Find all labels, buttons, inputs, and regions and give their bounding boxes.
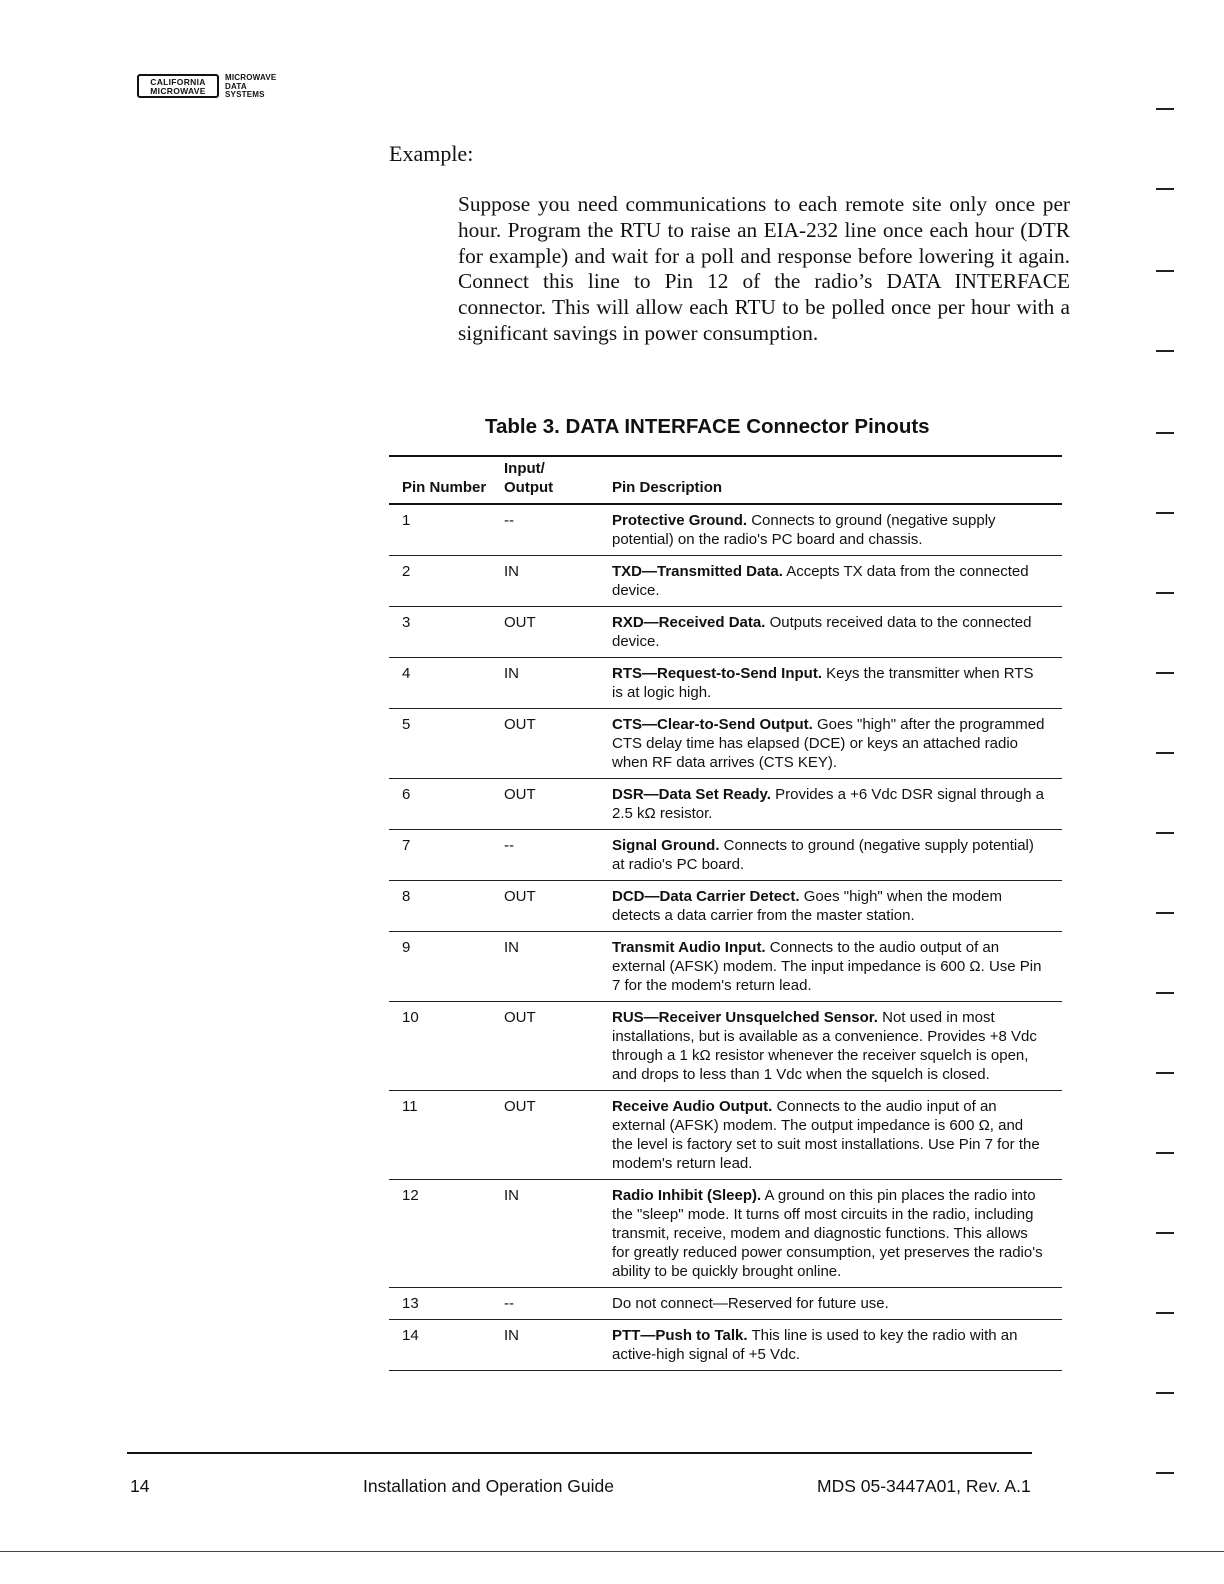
- input-output-cell: OUT: [494, 709, 590, 779]
- pin-description-text: Connects to ground (negative supply potential) on the radio's PC board and chassis.: [612, 512, 996, 548]
- pin-number-cell: 8: [389, 881, 494, 932]
- table-row: [389, 1002, 1062, 1091]
- margin-mark: [1156, 1152, 1174, 1154]
- pin-description-cell: [590, 932, 1062, 1002]
- margin-mark: [1156, 832, 1174, 834]
- margin-mark: [1156, 270, 1174, 272]
- input-output-cell: --: [494, 830, 590, 881]
- table-row: [389, 1091, 1062, 1180]
- pin-description-title: PTT—Push to Talk.: [612, 1327, 748, 1344]
- pin-description-title: Receive Audio Output.: [612, 1098, 773, 1115]
- margin-mark: [1156, 512, 1174, 514]
- footer-rule: [127, 1452, 1032, 1454]
- pin-number-cell: 1: [389, 504, 494, 556]
- pin-number-cell: 4: [389, 658, 494, 709]
- margin-mark: [1156, 672, 1174, 674]
- pin-description-cell: [590, 779, 1062, 830]
- pin-description-cell: [590, 607, 1062, 658]
- pin-description-title: RXD—Received Data.: [612, 614, 766, 631]
- document-number: MDS 05-3447A01, Rev. A.1: [817, 1476, 1031, 1496]
- margin-mark: [1156, 592, 1174, 594]
- pin-description-text: A ground on this pin places the radio into the "sleep" mode. It turns off most circuits in the radio, including transmit, receive, modem and diagnostic functions. This allows for greatly reduced power consumption, yet preserves the radio's ability to be quickly brought online.: [612, 1187, 1043, 1280]
- margin-mark: [1156, 1232, 1174, 1234]
- guide-title: Installation and Operation Guide: [363, 1476, 614, 1496]
- input-output-cell: IN: [494, 1320, 590, 1371]
- pin-number-cell: 3: [389, 607, 494, 658]
- pin-description-title: RTS—Request-to-Send Input.: [612, 665, 822, 682]
- margin-mark: [1156, 1392, 1174, 1394]
- margin-mark: [1156, 1312, 1174, 1314]
- pin-number-cell: 13: [389, 1288, 494, 1320]
- pin-number-cell: 11: [389, 1091, 494, 1180]
- pin-description-text: Keys the transmitter when RTS is at logic high.: [612, 665, 1034, 701]
- table-row: [389, 1288, 1062, 1320]
- pin-description-text: Connects to ground (negative supply potential) at radio's PC board.: [612, 837, 1034, 873]
- pin-description-title: DCD—Data Carrier Detect.: [612, 888, 800, 905]
- pin-number-cell: 6: [389, 779, 494, 830]
- pin-description-text: Provides a +6 Vdc DSR signal through a 2.5 kΩ resistor.: [612, 786, 1045, 822]
- margin-mark: [1156, 108, 1174, 110]
- table-row: [389, 504, 1062, 556]
- example-paragraph: Suppose you need communications to each remote site only once per hour. Program the RTU to raise an EIA-232 line once each hour (DTR for example) and wait for a poll and response before lowering it again. Connect this line to Pin 12 of the radio’s DATA INTERFACE connector. This will allow each RTU to be polled once per hour with a significant savings in power consumption.: [458, 192, 1070, 345]
- pin-number-cell: 5: [389, 709, 494, 779]
- margin-mark: [1156, 912, 1174, 914]
- pin-description-title: RUS—Receiver Unsquelched Sensor.: [612, 1009, 878, 1026]
- pin-description-title: Signal Ground.: [612, 837, 720, 854]
- pin-description-title: CTS—Clear-to-Send Output.: [612, 716, 813, 733]
- table-row: [389, 932, 1062, 1002]
- table-row: [389, 1320, 1062, 1371]
- pin-description-cell: [590, 1320, 1062, 1371]
- table-row: [389, 556, 1062, 607]
- margin-mark: [1156, 1472, 1174, 1474]
- input-output-cell: OUT: [494, 1002, 590, 1091]
- input-output-cell: OUT: [494, 881, 590, 932]
- table-header-row: [389, 456, 1062, 504]
- pin-description-cell: [590, 658, 1062, 709]
- pin-number-cell: 14: [389, 1320, 494, 1371]
- pin-description-text: Outputs received data to the connected device.: [612, 614, 1032, 650]
- pin-number-cell: 2: [389, 556, 494, 607]
- pin-description-text: Not used in most installations, but is available as a convenience. Provides +8 Vdc through a 1 kΩ resistor whenever the receiver squelch is open, and drops to less than 1 Vdc when the squelch is closed.: [612, 1009, 1037, 1083]
- margin-mark: [1156, 992, 1174, 994]
- pin-number-cell: 9: [389, 932, 494, 1002]
- input-output-cell: IN: [494, 658, 590, 709]
- pin-description-title: Transmit Audio Input.: [612, 939, 766, 956]
- company-logo: [137, 74, 307, 106]
- header-pin-number: Pin Number: [389, 456, 494, 504]
- pin-description-text: Accepts TX data from the connected device.: [612, 563, 1029, 599]
- pin-description-cell: [590, 709, 1062, 779]
- input-output-cell: IN: [494, 1180, 590, 1288]
- margin-mark: [1156, 1072, 1174, 1074]
- input-output-cell: OUT: [494, 1091, 590, 1180]
- example-label: Example:: [389, 141, 474, 166]
- pin-description-text: Connects to the audio input of an external (AFSK) modem. The output impedance is 600 Ω, and the level is factory set to suit most installations. Use Pin 7 for the modem's return lead.: [612, 1098, 1040, 1172]
- table-body: [389, 504, 1062, 1371]
- table-title: Table 3. DATA INTERFACE Connector Pinouts: [485, 415, 930, 438]
- input-output-cell: --: [494, 504, 590, 556]
- page-number: 14: [130, 1476, 150, 1496]
- table-row: [389, 830, 1062, 881]
- page-edge-rule: [0, 1551, 1224, 1552]
- pin-description-title: DSR—Data Set Ready.: [612, 786, 771, 803]
- pin-description-cell: [590, 1288, 1062, 1320]
- pin-description-cell: [590, 881, 1062, 932]
- pin-description-text: This line is used to key the radio with an active-high signal of +5 Vdc.: [612, 1327, 1018, 1363]
- table-row: [389, 607, 1062, 658]
- table-row: [389, 709, 1062, 779]
- margin-mark: [1156, 752, 1174, 754]
- pin-number-cell: 12: [389, 1180, 494, 1288]
- logo-box: CALIFORNIA MICROWAVE: [137, 74, 219, 98]
- pin-description-cell: [590, 556, 1062, 607]
- pinout-table: [389, 455, 1062, 1371]
- pin-description-title: TXD—Transmitted Data.: [612, 563, 783, 580]
- pin-description-text: Do not connect—Reserved for future use.: [612, 1295, 889, 1312]
- pin-description-cell: [590, 504, 1062, 556]
- pin-description-title: Radio Inhibit (Sleep).: [612, 1187, 762, 1204]
- input-output-cell: OUT: [494, 607, 590, 658]
- pin-description-cell: [590, 1091, 1062, 1180]
- pin-number-cell: 7: [389, 830, 494, 881]
- input-output-cell: IN: [494, 932, 590, 1002]
- pin-number-cell: 10: [389, 1002, 494, 1091]
- input-output-cell: --: [494, 1288, 590, 1320]
- table-row: [389, 1180, 1062, 1288]
- table-row: [389, 779, 1062, 830]
- pin-description-text: Connects to the audio output of an external (AFSK) modem. The input impedance is 600 Ω. Use Pin 7 for the modem's return lead.: [612, 939, 1042, 994]
- margin-mark: [1156, 432, 1174, 434]
- logo-wordmark: MICROWAVE DATA SYSTEMS: [225, 73, 277, 99]
- pin-description-cell: [590, 1180, 1062, 1288]
- header-input-output: Input/ Output: [494, 456, 590, 504]
- table-row: [389, 881, 1062, 932]
- margin-mark: [1156, 350, 1174, 352]
- table-row: [389, 658, 1062, 709]
- input-output-cell: IN: [494, 556, 590, 607]
- pin-description-text: Goes "high" when the modem detects a data carrier from the master station.: [612, 888, 1002, 924]
- pin-description-cell: [590, 830, 1062, 881]
- input-output-cell: OUT: [494, 779, 590, 830]
- pin-description-text: Goes "high" after the programmed CTS delay time has elapsed (DCE) or keys an attached radio when RF data arrives (CTS KEY).: [612, 716, 1045, 771]
- header-pin-description: Pin Description: [590, 456, 1062, 504]
- pin-description-cell: [590, 1002, 1062, 1091]
- pin-description-title: Protective Ground.: [612, 512, 748, 529]
- margin-mark: [1156, 188, 1174, 190]
